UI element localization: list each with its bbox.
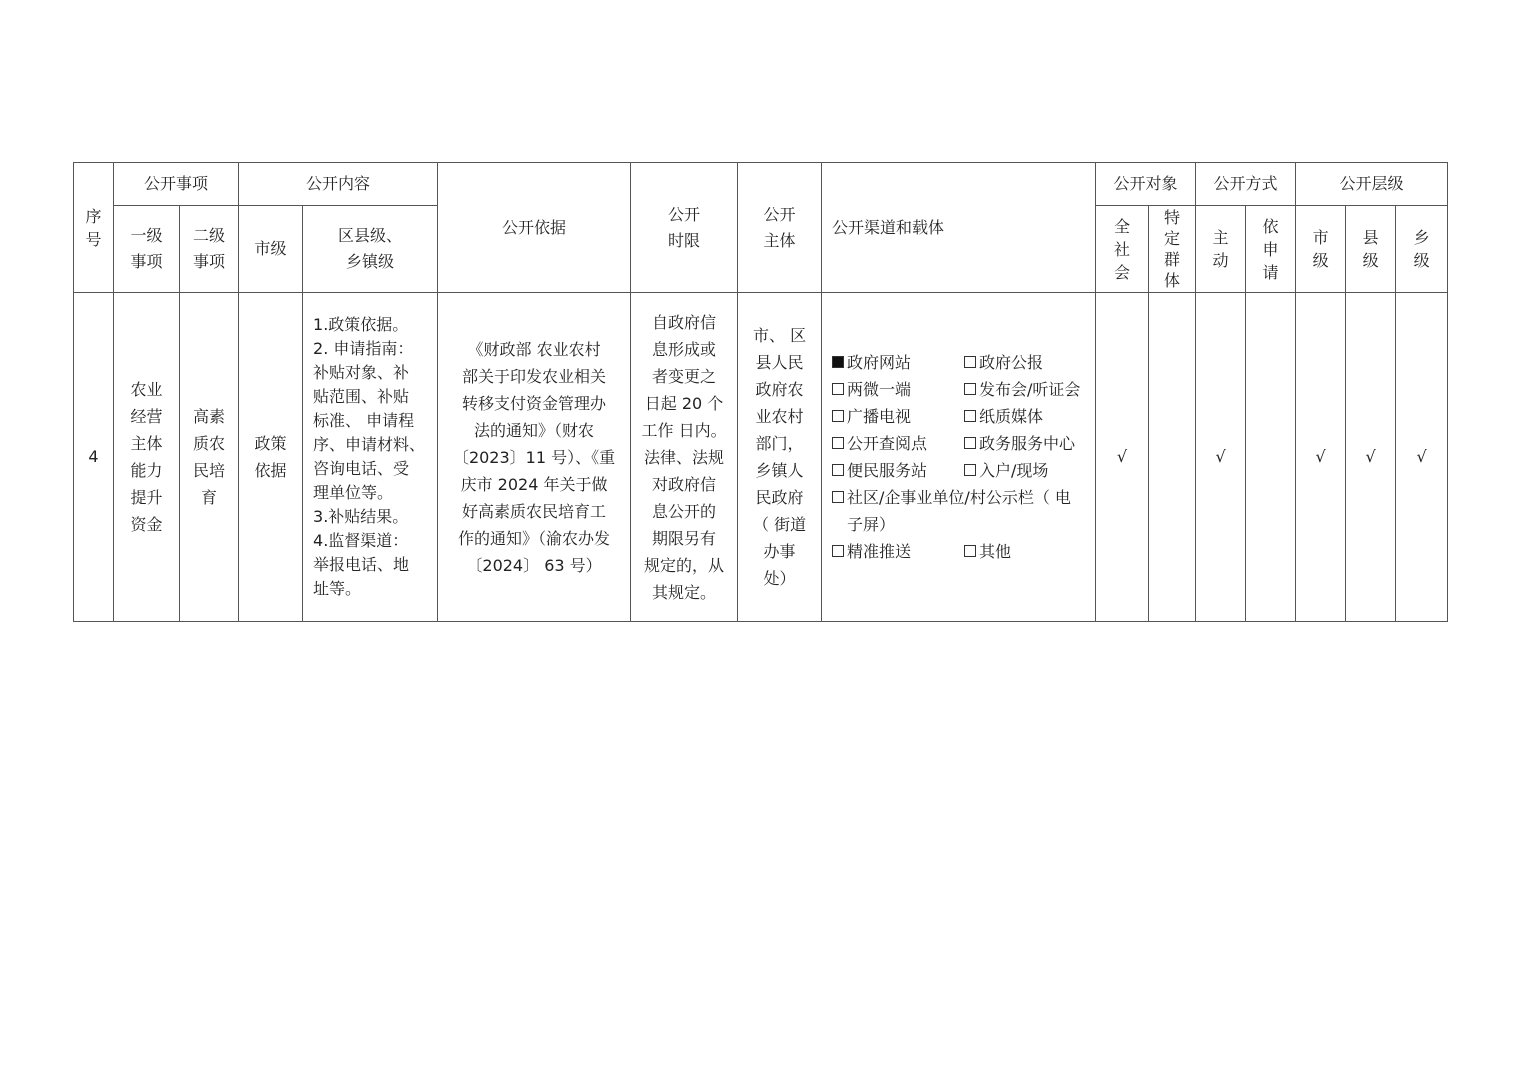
- channel-row: [832, 538, 1085, 565]
- checkbox-icon: [832, 464, 844, 476]
- header-level-town: 乡级: [1396, 206, 1448, 293]
- header-channels: 公开渠道和载体: [822, 163, 1096, 293]
- cell-level2: 高素质农民培育: [180, 293, 239, 622]
- header-level-county: 县级: [1346, 206, 1396, 293]
- mark-level-city: √: [1296, 293, 1346, 622]
- checkbox-icon: [832, 545, 844, 557]
- channel-label: 政务服务中心: [979, 434, 1076, 453]
- header-basis: 公开依据: [438, 163, 631, 293]
- cell-level1: 农业经营主体能力提升资金: [114, 293, 180, 622]
- header-level2: 二级 事项: [180, 206, 239, 293]
- channel-label: 公开查阅点: [847, 434, 928, 453]
- header-public-all: 全社会: [1096, 206, 1149, 293]
- channel-option: [964, 349, 1043, 376]
- channel-option: [832, 403, 964, 430]
- header-city: 市级: [239, 206, 303, 293]
- mark-level-county: √: [1346, 293, 1396, 622]
- header-level-city: 市级: [1296, 206, 1346, 293]
- channel-option: [832, 376, 964, 403]
- mark-public-all: √: [1096, 293, 1149, 622]
- cell-subject: 市、 区 县人民 政府农 业农村 部门， 乡镇人 民政府 （ 街道 办事 处）: [738, 293, 822, 622]
- channel-list: [822, 349, 1095, 565]
- checkbox-icon: [832, 356, 844, 368]
- header-time-limit: 公开 时限: [631, 163, 738, 293]
- channel-label: 精准推送: [847, 542, 912, 561]
- checkbox-icon: [964, 545, 976, 557]
- checkbox-icon: [964, 464, 976, 476]
- header-level1: 一级 事项: [114, 206, 180, 293]
- channel-label: 政府网站: [847, 353, 912, 372]
- channel-option: [964, 403, 1043, 430]
- checkbox-icon: [964, 437, 976, 449]
- channel-option: [832, 349, 964, 376]
- header-content-group: 公开内容: [239, 163, 438, 206]
- channel-option: [964, 430, 1075, 457]
- channel-label: 便民服务站: [847, 461, 928, 480]
- channel-row: [832, 403, 1085, 430]
- checkbox-icon: [832, 437, 844, 449]
- channel-row: [832, 349, 1085, 376]
- channel-label: 纸质媒体: [979, 407, 1044, 426]
- channel-option: [964, 538, 1011, 565]
- checkbox-icon: [832, 491, 844, 503]
- channel-label: 入户/现场: [979, 461, 1049, 480]
- header-method-group: 公开方式: [1196, 163, 1296, 206]
- header-subject: 公开 主体: [738, 163, 822, 293]
- channel-label: 广播电视: [847, 407, 912, 426]
- mark-active: √: [1196, 293, 1246, 622]
- checkbox-icon: [832, 383, 844, 395]
- mark-specific-group: [1149, 293, 1196, 622]
- table-row: [74, 293, 1448, 622]
- cell-basis: 《财政部 农业农村 部关于印发农业相关 转移支付资金管理办 法的通知》（财农 〔2023〕11 号）、《重 庆市 2024 年关于做 好高素质农民培育工 作的通知》（渝农办发 〔2024〕 63 号）: [438, 293, 631, 622]
- header-active: 主动: [1196, 206, 1246, 293]
- channel-row: [832, 430, 1085, 457]
- checkbox-icon: [964, 356, 976, 368]
- header-audience-group: 公开对象: [1096, 163, 1196, 206]
- header-district: 区县级、 乡镇级: [303, 206, 438, 293]
- channel-option: [832, 538, 964, 565]
- checkbox-icon: [832, 410, 844, 422]
- channel-option: [964, 376, 1080, 403]
- channel-label: 两微一端: [847, 380, 912, 399]
- channel-label: 其他: [979, 542, 1012, 561]
- channel-row: [832, 376, 1085, 403]
- mark-level-town: √: [1396, 293, 1448, 622]
- checkbox-icon: [964, 410, 976, 422]
- cell-city: 政策依据: [239, 293, 303, 622]
- channel-label: 发布会/听证会: [979, 380, 1081, 399]
- header-on-request: 依申请: [1246, 206, 1296, 293]
- channel-label: 社区/企事业单位/村公示栏（ 电子屏）: [847, 488, 1071, 534]
- header-seq: 序号: [74, 163, 114, 293]
- checkbox-icon: [964, 383, 976, 395]
- channel-option: [832, 484, 1085, 538]
- mark-on-request: [1246, 293, 1296, 622]
- channel-label: 政府公报: [979, 353, 1044, 372]
- header-item-group: 公开事项: [114, 163, 239, 206]
- cell-seq: 4: [74, 293, 114, 622]
- cell-district: 1.政策依据。 2. 申请指南： 补贴对象、补 贴范围、补贴 标准、 申请程 序、申请材料、 咨询电话、受 理单位等。 3.补贴结果。 4.监督渠道： 举报电话、地 址等。: [303, 293, 438, 622]
- channel-option: [832, 457, 964, 484]
- header-level-group: 公开层级: [1296, 163, 1448, 206]
- cell-time-limit: 自政府信 息形成或 者变更之 日起 20 个 工作 日内。 法律、法规 对政府信 息公开的 期限另有 规定的，从 其规定。: [631, 293, 738, 622]
- channel-option: [832, 430, 964, 457]
- channel-option: [964, 457, 1048, 484]
- channel-row: [832, 484, 1085, 538]
- disclosure-table: [73, 162, 1448, 622]
- channel-row: [832, 457, 1085, 484]
- cell-channels: [822, 293, 1096, 622]
- header-specific-group: 特定群体: [1149, 206, 1196, 293]
